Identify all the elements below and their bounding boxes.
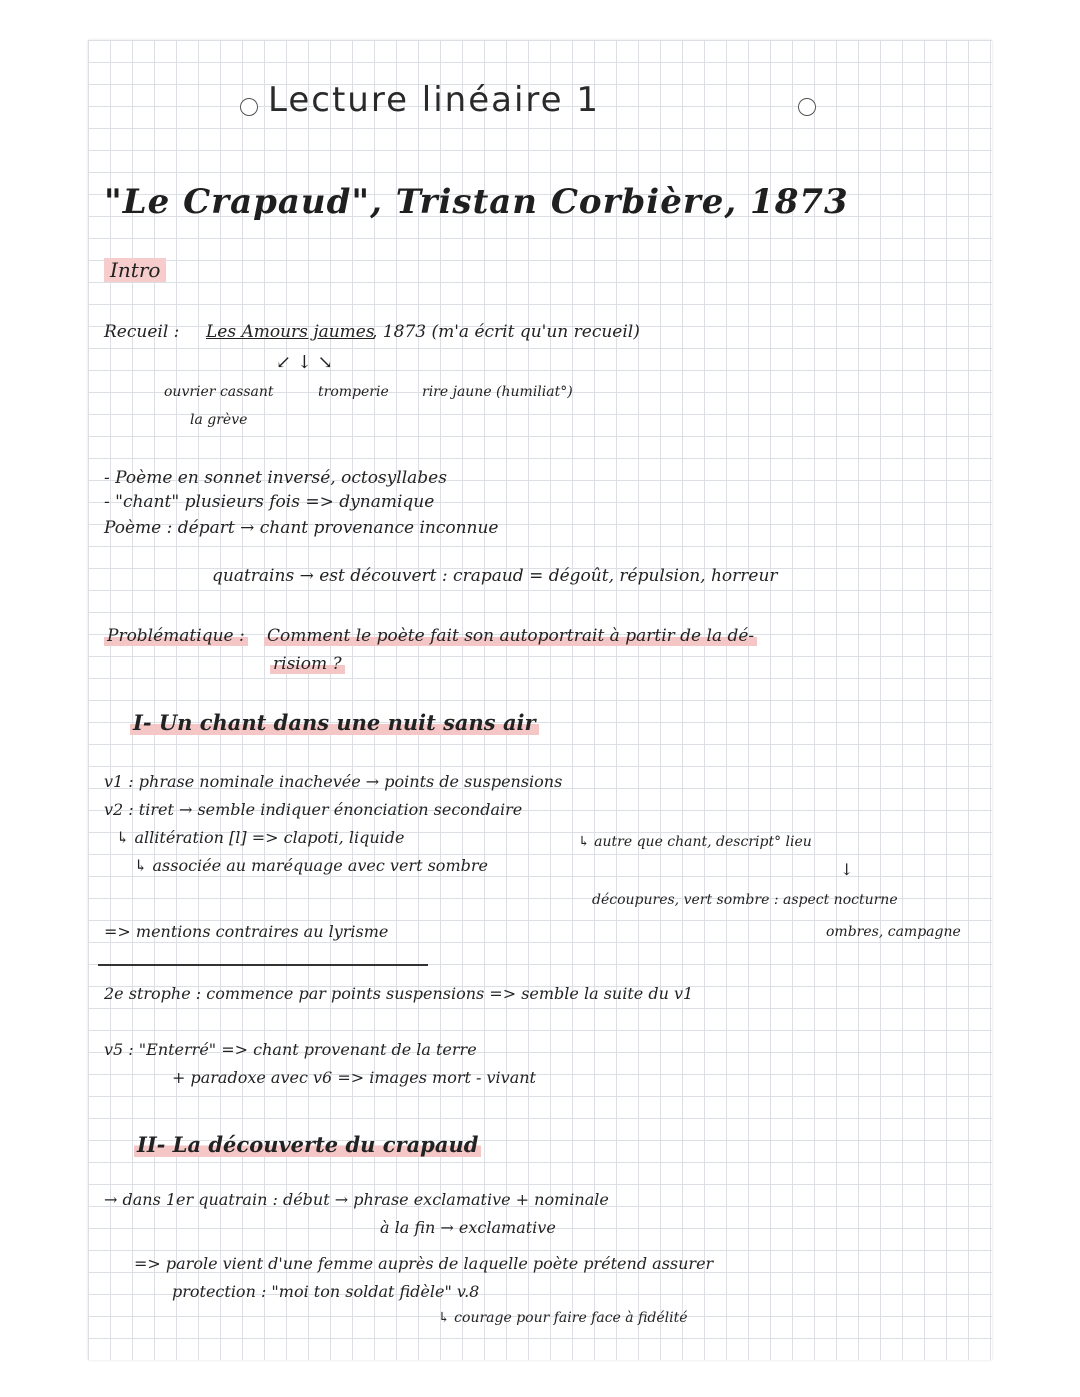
problematique-text-2: risiom ? xyxy=(270,654,345,674)
intro-note-3: Poème : départ → chant provenance inconnue xyxy=(104,518,499,538)
part2-heading: II- La découverte du crapaud xyxy=(134,1132,481,1157)
binder-hole-icon xyxy=(798,98,816,116)
part1-line-4: ↳ associée au maréquage avec vert sombre xyxy=(134,856,488,875)
part1-line-2: v2 : tiret → semble indiquer énonciation secondaire xyxy=(104,800,523,819)
part1-side-2: découpures, vert sombre : aspect nocturne xyxy=(592,892,898,908)
part1-side-arrow: ↓ xyxy=(840,860,854,879)
intro-heading: Intro xyxy=(104,258,166,282)
part1-line-5: => mentions contraires au lyrisme xyxy=(104,922,389,941)
v5-note-2: + paradoxe avec v6 => images mort - vivant xyxy=(172,1068,536,1087)
part1-heading: I- Un chant dans une nuit sans air xyxy=(130,710,539,735)
part2-line-2: à la fin → exclamative xyxy=(380,1218,556,1237)
meaning-left: ouvrier cassant xyxy=(164,384,274,400)
part1-side-3: ombres, campagne xyxy=(826,924,961,940)
notebook-page xyxy=(88,40,992,1360)
part1-line-3: ↳ allitération [l] => clapoti, liquide xyxy=(116,828,405,847)
problematique-label: Problématique : xyxy=(104,626,248,646)
recueil-arrows: ↙ ↓ ↘ xyxy=(276,352,333,373)
part1-line-1: v1 : phrase nominale inachevée → points de suspensions xyxy=(104,772,563,791)
page-title: Lecture linéaire 1 xyxy=(268,80,601,120)
intro-note-1: - Poème en sonnet inversé, octosyllabes xyxy=(104,468,447,488)
meaning-left-2: la grève xyxy=(190,412,248,428)
intro-note-2: - "chant" plusieurs fois => dynamique xyxy=(104,492,435,512)
binder-hole-icon xyxy=(240,98,258,116)
recueil-year: , 1873 (m'a écrit qu'un recueil) xyxy=(372,322,640,342)
section-divider xyxy=(98,964,428,966)
recueil-label: Recueil : xyxy=(104,322,180,342)
intro-note-4: quatrains → est découvert : crapaud = dégoût, répulsion, horreur xyxy=(212,566,778,586)
page-subtitle: "Le Crapaud", Tristan Corbière, 1873 xyxy=(104,182,849,222)
strophe2-note: 2e strophe : commence par points suspensions => semble la suite du v1 xyxy=(104,984,694,1003)
problematique-text: Comment le poète fait son autoportrait à partir de la dé- xyxy=(264,626,757,646)
part2-line-1: → dans 1er quatrain : début → phrase exclamative + nominale xyxy=(104,1190,609,1209)
meaning-right: rire jaune (humiliat°) xyxy=(422,384,573,400)
v5-note: v5 : "Enterré" => chant provenant de la terre xyxy=(104,1040,477,1059)
part2-line-5: ↳ courage pour faire face à fidélité xyxy=(438,1310,688,1326)
part2-line-3: => parole vient d'une femme auprès de laquelle poète prétend assurer xyxy=(134,1254,714,1273)
recueil-work: Les Amours jaumes xyxy=(206,322,375,342)
part1-side-1: ↳ autre que chant, descript° lieu xyxy=(578,834,812,850)
part2-line-4: protection : "moi ton soldat fidèle" v.8 xyxy=(172,1282,480,1301)
meaning-mid: tromperie xyxy=(318,384,389,400)
